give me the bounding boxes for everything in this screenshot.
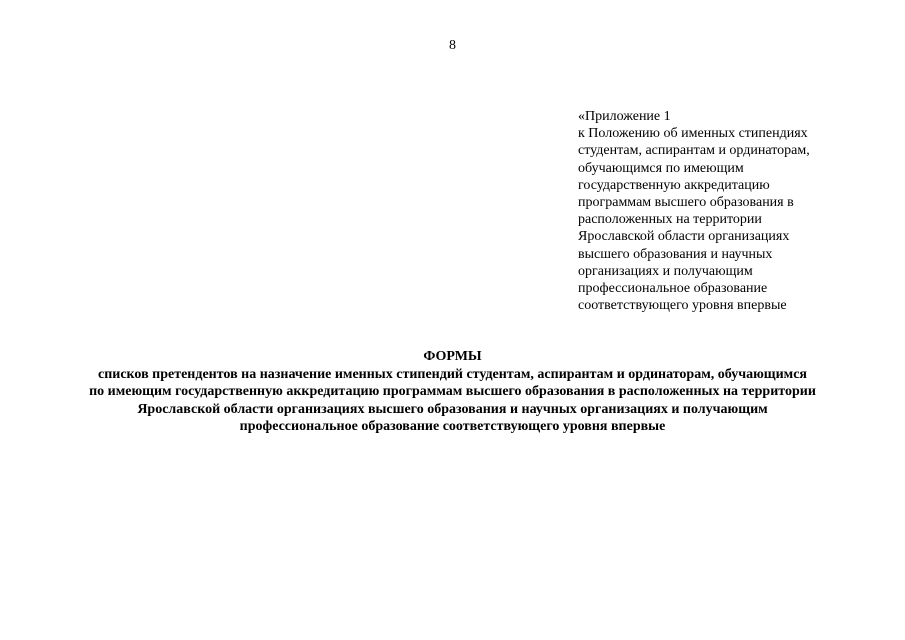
appendix-line: соответствующего уровня впервые [578,298,787,314]
forms-heading: ФОРМЫ [423,349,482,364]
appendix-line: обучающимся по имеющим [578,160,744,176]
forms-subtitle-line: Ярославской области организациях высшего образования и научных организациях и получающим [137,401,768,417]
appendix-line: программам высшего образования в [578,195,794,211]
appendix-line: государственную аккредитацию [578,177,770,193]
appendix-line: организациях и получающим [578,263,753,279]
page-number: 8 [449,38,456,53]
appendix-reference [578,108,898,314]
appendix-line: к Положению об именных стипендиях [578,126,808,142]
appendix-line: студентам, аспирантам и ординаторам, [578,143,810,159]
appendix-line: «Приложение 1 [578,109,671,124]
forms-subtitle-line: профессиональное образование соответствующего уровня впервые [239,419,666,435]
forms-subtitle-line: списков претендентов на назначение именных стипендий студентам, аспирантам и ординаторам, обучающимся [97,366,808,382]
appendix-line: расположенных на территории [578,212,762,228]
appendix-line: профессиональное образование [578,281,768,297]
appendix-line: высшего образования и научных [578,246,773,262]
forms-subtitle-line: по имеющим государственную аккредитацию программам высшего образования в расположенных на территории [89,384,816,400]
appendix-line: Ярославской области организациях [578,229,790,245]
forms-title-block [0,348,905,436]
